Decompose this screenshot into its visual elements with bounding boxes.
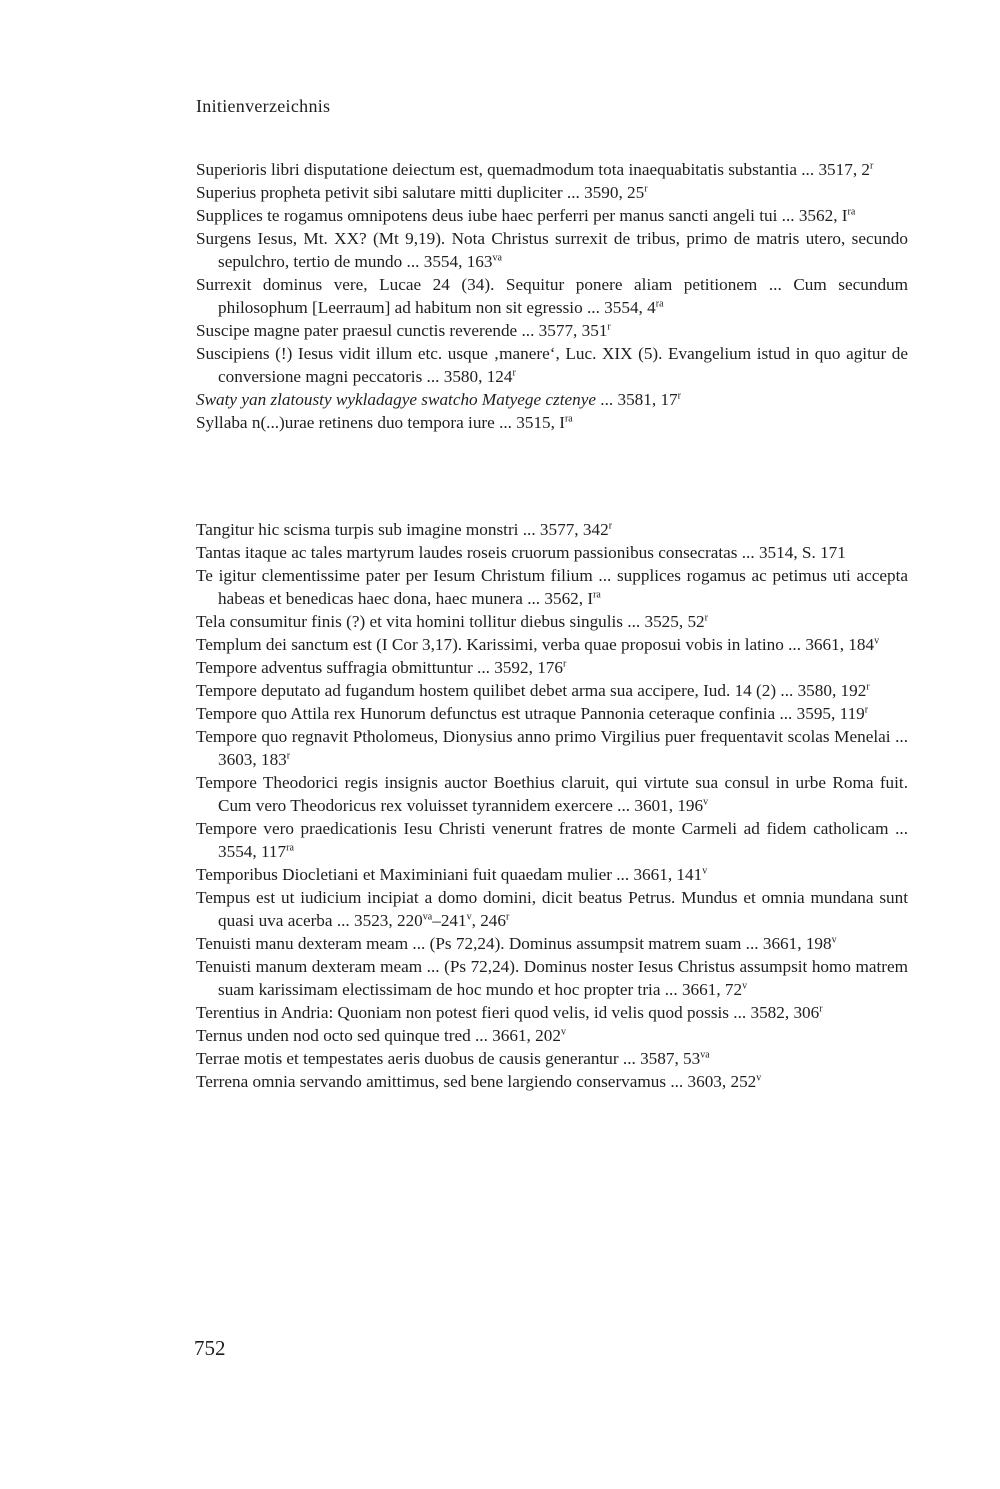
index-entry: Tempore adventus suffragia obmittuntur ... 3592, 176$^r$ (196, 658, 567, 677)
index-entry: Superioris libri disputatione deiectum est, quemadmodum tota inaequabitatis substantia ... 3517, 2$^r$ (196, 160, 874, 179)
index-entry: Tempore quo regnavit Ptholomeus, Dionysius anno primo Virgilius puer frequentavit scolas Menelai ... 3603, 183$^r$ (196, 727, 908, 769)
index-entry: Terrena omnia servando amittimus, sed bene largiendo conservamus ... 3603, 252$^v$ (196, 1072, 762, 1091)
index-entry: Surgens Iesus, Mt. XX? (Mt 9,19). Nota Christus surrexit de tribus, primo de matris utero, secundo sepulchro, tertio de mundo ... 3554, $163^{va}$ (196, 229, 908, 271)
index-entry: Superius propheta petivit sibi salutare mitti dupliciter ... 3590, 25$^r$ (196, 183, 648, 202)
index-entry: Swaty yan zlatousty wykladagye swatcho Matyege cztenye ... 3581, 17$^r$ (196, 390, 681, 409)
index-entry: Terentius in Andria: Quoniam non potest fieri quod velis, id velis quod possis ... 3582, 306$^r$ (196, 1003, 823, 1022)
index-entry: Tempus est ut iudicium incipiat a domo domini, dicit beatus Petrus. Mundus et omnia mundana sunt quasi uva acerba ... 3523, $220^{va}-241^v$, 246$^r$ (196, 888, 908, 930)
index-entry: Tangitur hic scisma turpis sub imagine monstri ... 3577, 342$^r$ (196, 520, 613, 539)
index-entry: Suscipe magne pater praesul cunctis reverende ... 3577, 351$^r$ (196, 321, 611, 340)
index-entry: Tempore vero praedicationis Iesu Christi venerunt fratres de monte Carmeli ad fidem catholicam ... 3554, $117^{ra}$ (196, 819, 908, 861)
index-entry: Tenuisti manum dexteram meam ... (Ps 72,24). Dominus noster Iesus Christus assumpsit homo matrem suam karissimam electissimam de hoc mundo et hoc propter tria ... 3661, 72$^v$ (196, 957, 908, 999)
index-entry: Tempore Theodorici regis insignis auctor Boethius claruit, qui virtute sua consul in urbe Roma fuit. Cum vero Theodoricus rex voluisset tyrannidem exercere ... 3601, 196$^v$ (196, 773, 908, 815)
index-entry: Surrexit dominus vere, Lucae 24 (34). Sequitur ponere aliam petitionem ... Cum secundum philosophum [Leerraum] ad habitum non sit egressio ... 3554, $4^{ra}$ (196, 275, 908, 317)
index-entry: Te igitur clementissime pater per Iesum Christum filium ... supplices rogamus ac petimus uti accepta habeas et benedicas haec dona, haec munera ... 3562, $I^{ra}$ (196, 566, 908, 608)
index-entry: Temporibus Diocletiani et Maximiniani fuit quaedam mulier ... 3661, 141$^v$ (196, 865, 708, 884)
index-section-s (196, 158, 908, 434)
index-entry: Templum dei sanctum est (I Cor 3,17). Karissimi, verba quae proposui vobis in latino ... 3661, 184$^v$ (196, 635, 880, 654)
index-entry: Ternus unden nod octo sed quinque tred ... 3661, 202$^v$ (196, 1026, 566, 1045)
index-section-t (196, 518, 908, 1093)
index-entry: Supplices te rogamus omnipotens deus iube haec perferri per manus sancti angeli tui ... 3562, $I^{ra}$ (196, 206, 856, 225)
index-entry: Terrae motis et tempestates aeris duobus de causis generantur ... 3587, $53^{va}$ (196, 1049, 710, 1068)
running-head: Initienverzeichnis (196, 96, 331, 116)
index-entry: Syllaba n(...)urae retinens duo tempora iure ... 3515, $I^{ra}$ (196, 413, 573, 432)
index-entry: Suscipiens (!) Iesus vidit illum etc. usque ‚manere‘, Luc. XIX (5). Evangelium istud in quo agitur de conversione magni peccatoris ... 3580, 124$^r$ (196, 344, 908, 386)
page-number: 752 (194, 1336, 226, 1360)
index-entry: Tempore quo Attila rex Hunorum defunctus est utraque Pannonia ceteraque confinia ... 3595, 119$^r$ (196, 704, 869, 723)
index-entry: Tempore deputato ad fugandum hostem quilibet debet arma sua accipere, Iud. 14 (2) ... 3580, 192$^r$ (196, 681, 870, 700)
index-entry: Tenuisti manu dexteram meam ... (Ps 72,24). Dominus assumpsit matrem suam ... 3661, 198$^v$ (196, 934, 837, 953)
index-entry: Tantas itaque ac tales martyrum laudes roseis cruorum passionibus consecratas ... 3514, S. 171 (196, 543, 846, 562)
index-entry: Tela consumitur finis (?) et vita homini tollitur diebus singulis ... 3525, 52$^r$ (196, 612, 708, 631)
